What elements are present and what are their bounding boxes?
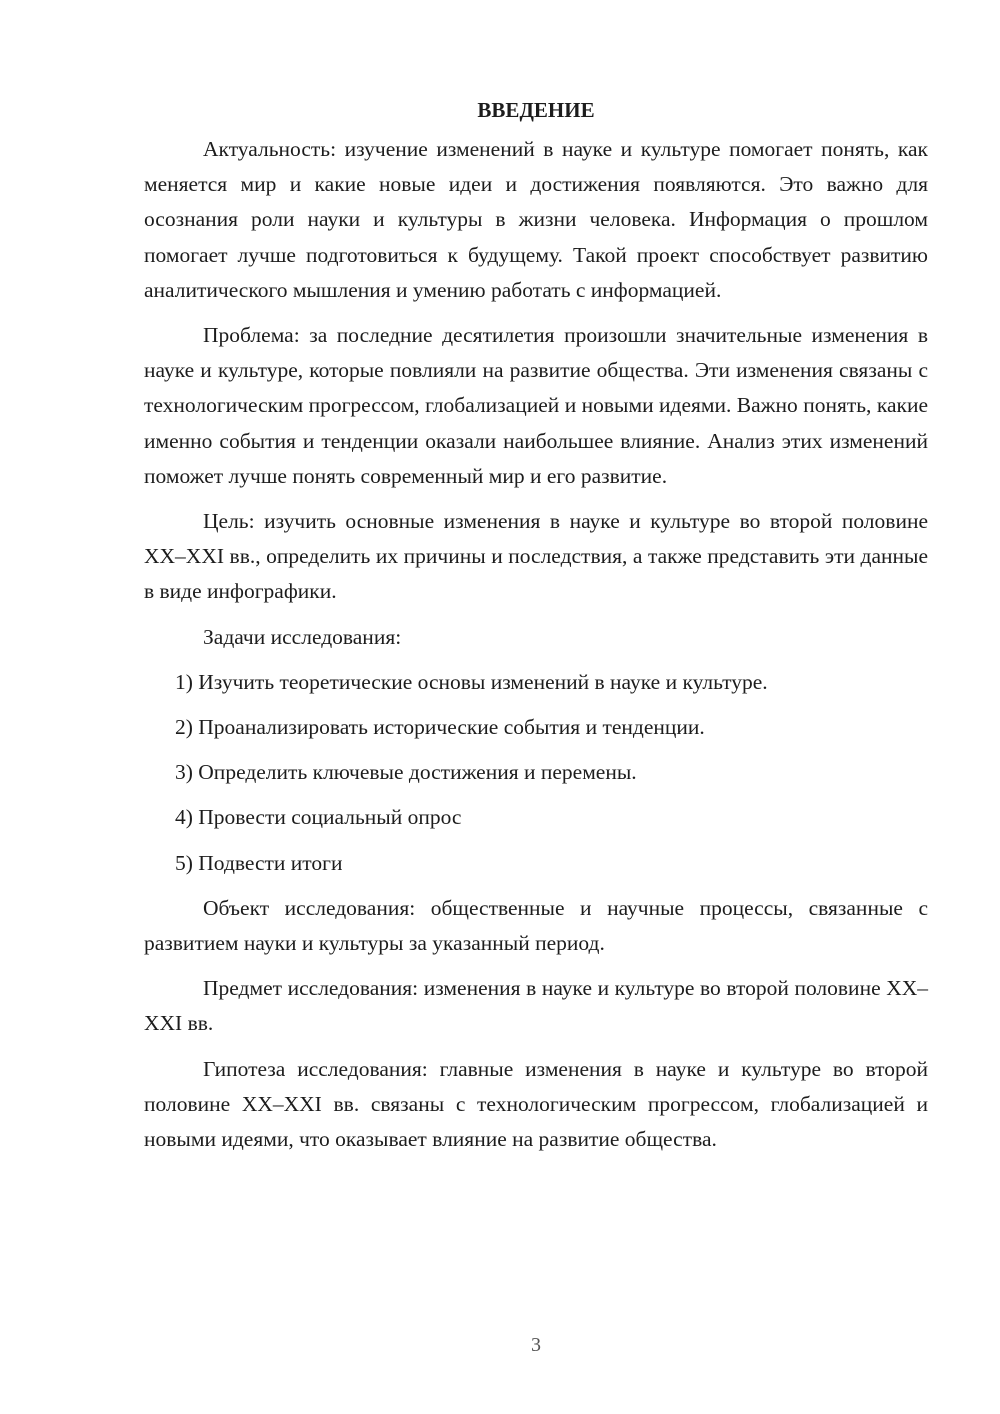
subject-paragraph: Предмет исследования: изменения в науке и культуре во второй половине XX–XXI вв.	[144, 976, 928, 1036]
task-item-4: 4) Провести социальный опрос	[175, 805, 462, 830]
relevance-paragraph: Актуальность: изучение изменений в науке и культуре помогает понять, как меняется мир и какие новые идеи и достижения появляются. Это важно для осознания роли науки и культуры в жизни человека. Информация о прошлом помогает лучше подготовиться к будущему. Такой проект способствует развитию аналитического мышления и умению работать с информацией.	[144, 137, 928, 302]
task-item-3: 3) Определить ключевые достижения и перемены.	[175, 760, 637, 785]
problem-paragraph: Проблема: за последние десятилетия произошли значительные изменения в науке и культуре, которые повлияли на развитие общества. Эти изменения связаны с технологическим прогрессом, глобализацией и новыми идеями. Важно понять, какие именно события и тенденции оказали наибольшее влияние. Анализ этих изменений поможет лучше понять современный мир и его развитие.	[144, 323, 928, 488]
task-item-1: 1) Изучить теоретические основы изменений в науке и культуре.	[175, 669, 768, 694]
hypothesis-paragraph: Гипотеза исследования: главные изменения в науке и культуре во второй половине XX–XXI вв. связаны с технологическим прогрессом, глобализацией и новыми идеями, что оказывает влияние на развитие общества.	[144, 1056, 928, 1152]
section-heading: ВВЕДЕНИЕ	[477, 98, 595, 122]
tasks-list	[144, 665, 928, 881]
task-item-5: 5) Подвести итоги	[175, 850, 343, 875]
object-paragraph: Объект исследования: общественные и научные процессы, связанные с развитием науки и культуры за указанный период.	[144, 895, 928, 956]
goal-paragraph: Цель: изучить основные изменения в науке и культуре во второй половине XX–XXI вв., определить их причины и последствия, а также представить эти данные в виде инфографики.	[144, 509, 928, 604]
document-body	[144, 96, 928, 1167]
tasks-title: Задачи исследования:	[203, 624, 402, 649]
page-number: 3	[531, 1334, 541, 1356]
task-item-2: 2) Проанализировать исторические события и тенденции.	[175, 715, 705, 740]
